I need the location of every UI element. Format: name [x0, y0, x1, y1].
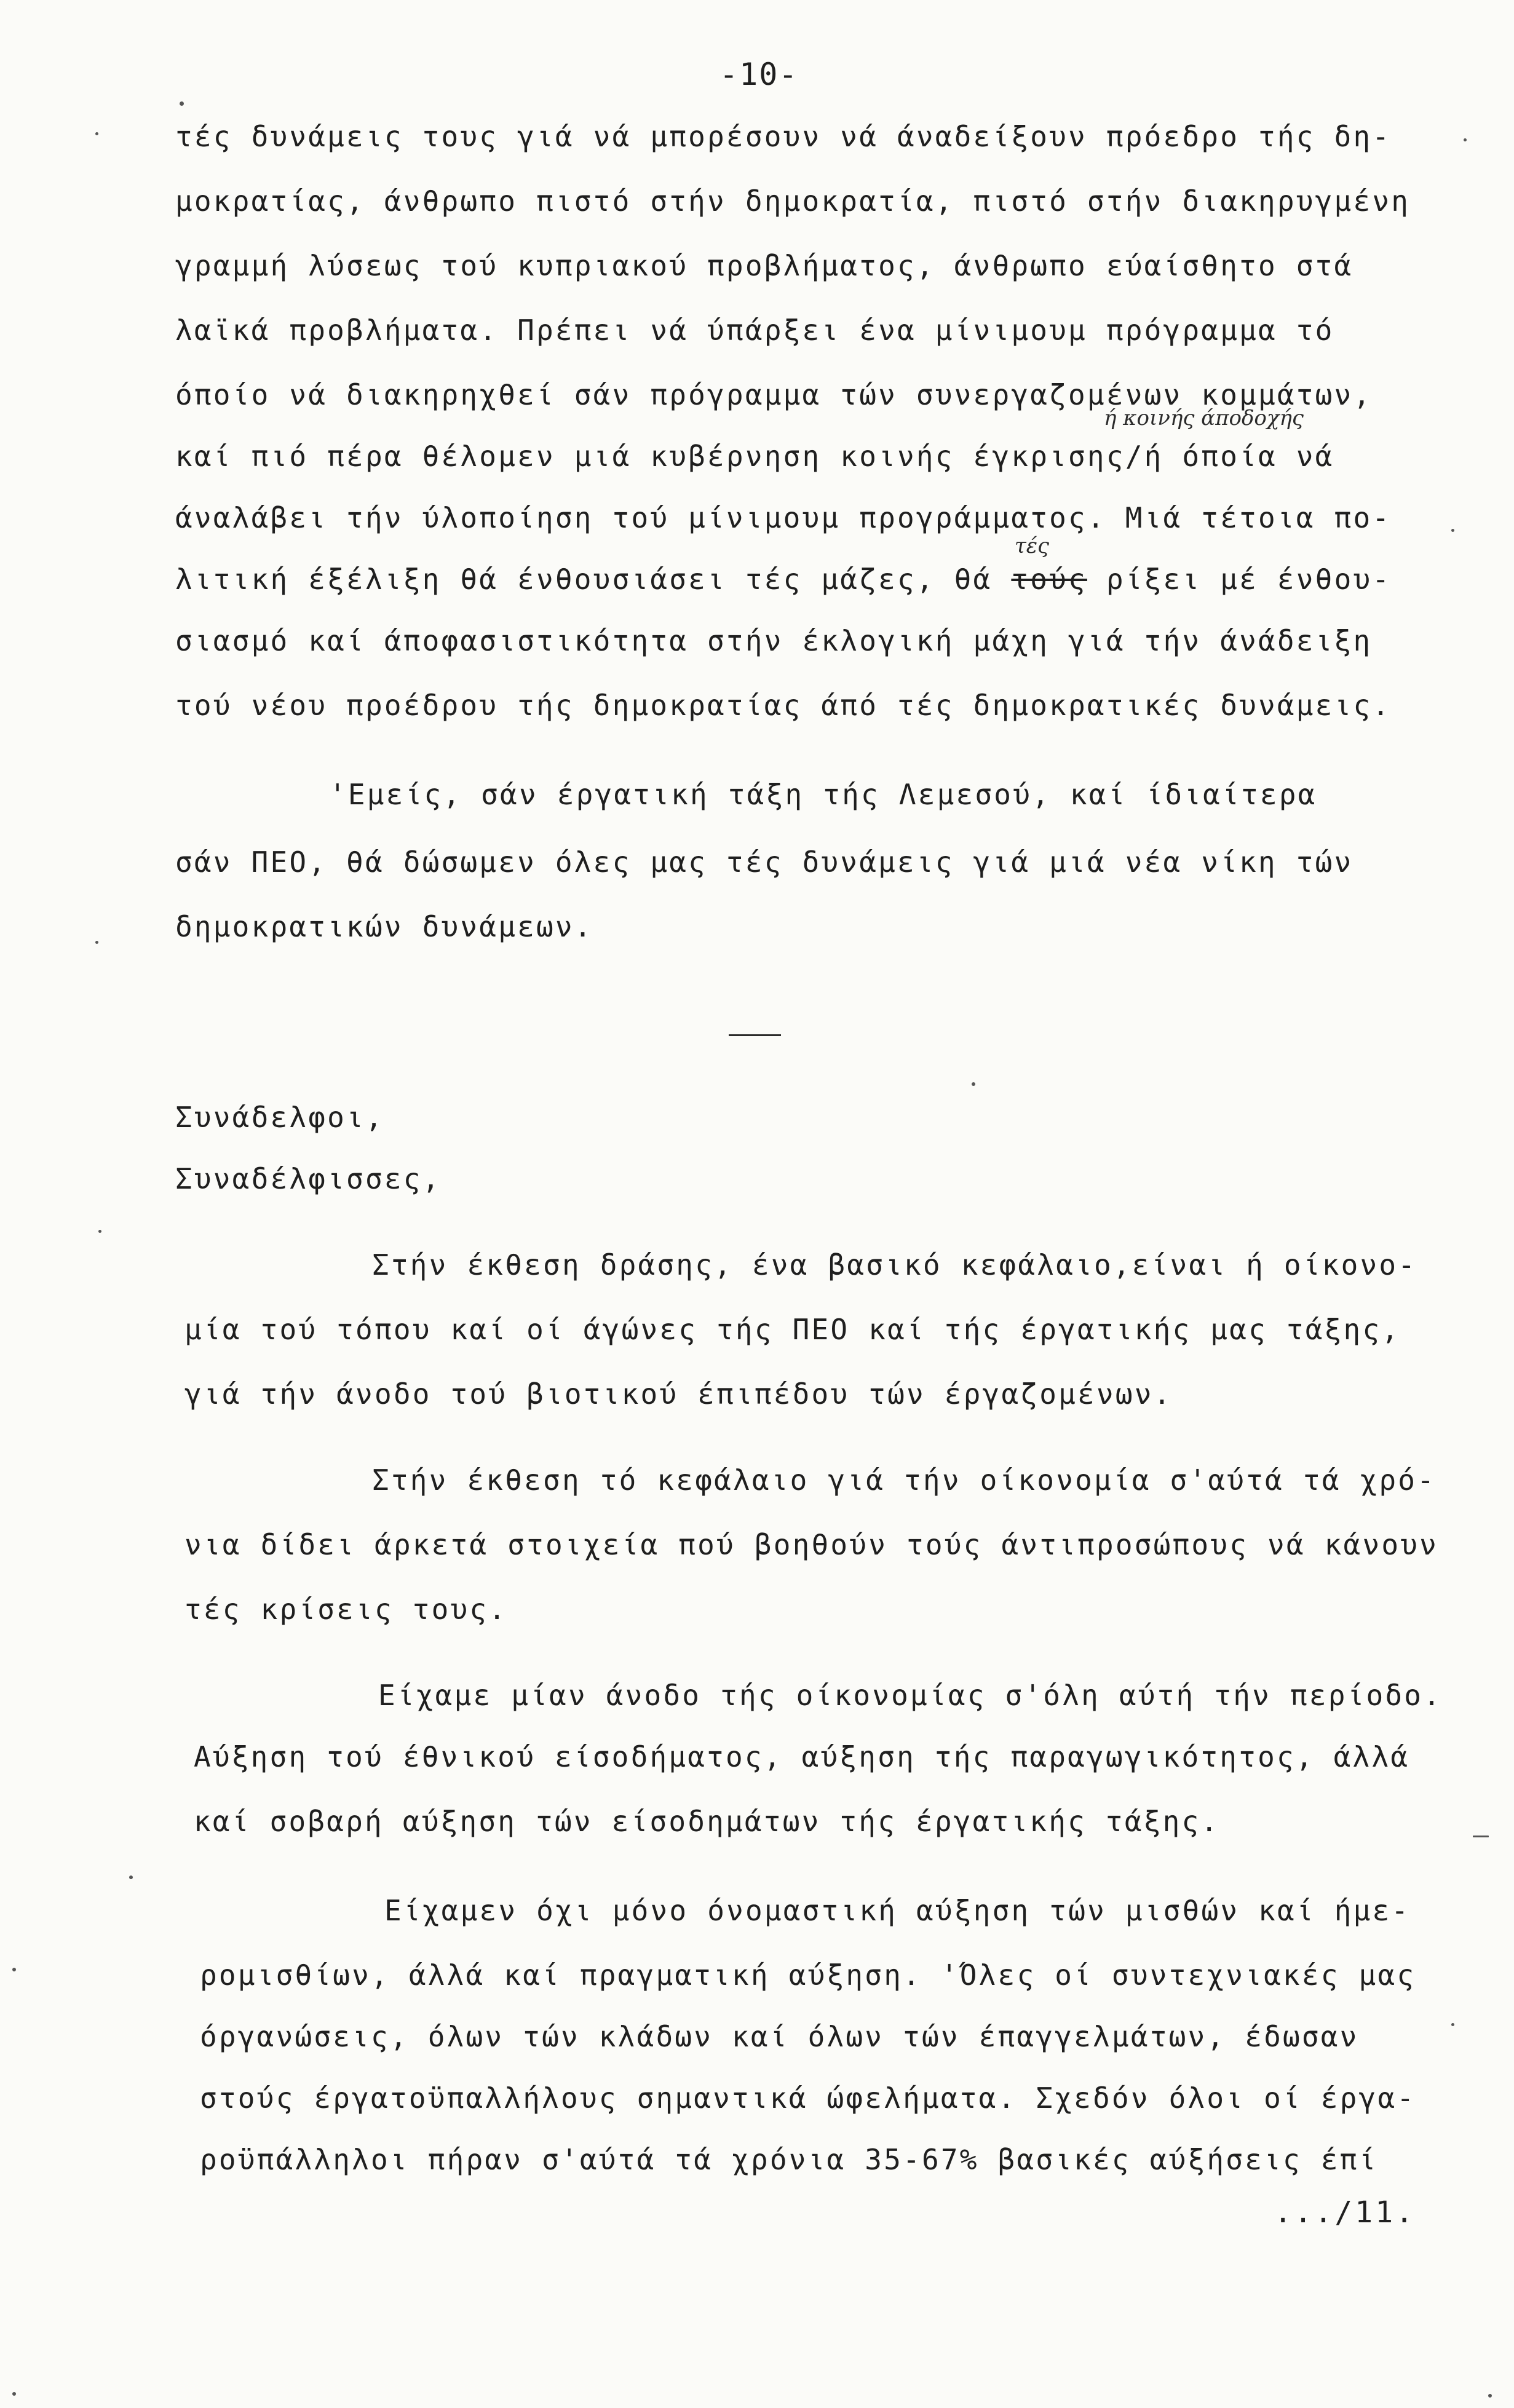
scan-speck — [1451, 2023, 1454, 2026]
paragraph-5-line-1: Είχαμε μίαν άνοδο τής οίκονομίας σ'όλη αύτή τήν περίοδο. — [378, 1679, 1443, 1712]
paragraph-1-line-1: τές δυνάμεις τους γιά νά μπορέσουν νά άναδείξουν πρόεδρο τής δη- — [175, 120, 1392, 153]
paragraph-4-line-3: τές κρίσεις τους. — [184, 1593, 508, 1626]
paragraph-1-line-5: όποίο νά διακηρηχθεί σάν πρόγραμμα τών συνεργαζομένων κομμάτων, — [175, 378, 1373, 411]
scan-speck — [972, 1082, 975, 1086]
handwritten-insert-1: ή κοινής άποδοχής — [1104, 406, 1304, 430]
scan-speck — [1473, 1836, 1489, 1837]
paragraph-6-line-1: Είχαμεν όχι μόνο όνομαστική αύξηση τών μισθών καί ήμε- — [384, 1894, 1411, 1927]
scan-speck — [180, 101, 184, 106]
paragraph-6-line-5: ροϋπάλληλοι πήραν σ'αύτά τά χρόνια 35-67% βασικές αύξήσεις έπί — [200, 2143, 1378, 2176]
paragraph-1-line-3: γραμμή λύσεως τού κυπριακού προβλήματος, άνθρωπο εύαίσθητο στά — [175, 249, 1353, 282]
scan-speck — [12, 2392, 16, 2396]
scan-speck — [1464, 138, 1467, 141]
paragraph-2-line-3: δημοκρατικών δυνάμεων. — [175, 910, 593, 943]
page-number: -10- — [719, 57, 799, 92]
paragraph-6-line-4: στούς έργατοϋπαλλήλους σημαντικά ώφελήματα. Σχεδόν όλοι οί έργα- — [200, 2081, 1416, 2115]
scan-speck — [95, 132, 98, 135]
scan-speck — [12, 1968, 16, 1971]
paragraph-1-line-4: λαϊκά προβλήματα. Πρέπει νά ύπάρξει ένα μίνιμουμ πρόγραμμα τό — [175, 314, 1334, 347]
paragraph-3-line-3: γιά τήν άνοδο τού βιοτικού έπιπέδου τών έργαζομένων. — [184, 1377, 1173, 1411]
continuation-marker: .../11. — [1274, 2195, 1416, 2230]
paragraph-4-line-2: νια δίδει άρκετά στοιχεία πού βοηθούν τούς άντιπροσώπους νά κάνουν — [184, 1528, 1439, 1561]
scan-speck — [98, 1230, 101, 1233]
paragraph-6-line-3: όργανώσεις, όλων τών κλάδων καί όλων τών έπαγγελμάτων, έδωσαν — [200, 2020, 1359, 2053]
paragraph-2-line-2: σάν ΠΕΟ, θά δώσωμεν όλες μας τές δυνάμεις γιά μιά νέα νίκη τών — [175, 846, 1353, 879]
scan-speck — [1451, 529, 1454, 532]
handwritten-insert-2: τές — [1015, 534, 1050, 558]
paragraph-1-line-6: καί πιό πέρα θέλομεν μιά κυβέρνηση κοινής έγκρισης/ή όποία νά — [175, 440, 1334, 473]
paragraph-4-line-1: Στήν έκθεση τό κεφάλαιο γιά τήν οίκονομία σ'αύτά τά χρό- — [372, 1463, 1437, 1497]
paragraph-1-line-8 — [175, 563, 1391, 596]
paragraph-5-line-3: καί σοβαρή αύξηση τών είσοδημάτων τής έργατικής τάξης. — [194, 1805, 1220, 1838]
paragraph-3-line-2: μία τού τόπου καί οί άγώνες τής ΠΕΟ καί τής έργατικής μας τάξης, — [184, 1313, 1401, 1346]
scan-speck — [129, 1875, 133, 1879]
paragraph-2-line-1: 'Εμείς, σάν έργατική τάξη τής Λεμεσού, καί ίδιαίτερα — [329, 778, 1317, 811]
scan-speck — [1488, 2394, 1492, 2398]
paragraph-1-line-9: σιασμό καί άποφασιστικότητα στήν έκλογική μάχη γιά τήν άνάδειξη — [175, 624, 1373, 657]
section-separator — [729, 1034, 781, 1036]
paragraph-1-line-10: τού νέου προέδρου τής δημοκρατίας άπό τές δημοκρατικές δυνάμεις. — [175, 689, 1392, 722]
paragraph-1-line-8-end: ρίξει μέ ένθου- — [1087, 563, 1392, 596]
paragraph-3-line-1: Στήν έκθεση δράσης, ένα βασικό κεφάλαιο,είναι ή οίκονο- — [372, 1248, 1417, 1281]
scan-speck — [95, 941, 98, 944]
paragraph-1-line-2: μοκρατίας, άνθρωπο πιστό στήν δημοκρατία, πιστό στήν διακηρυγμένη — [175, 184, 1411, 218]
struck-word: τούς — [1011, 563, 1087, 596]
salutation-line-1: Συνάδελφοι, — [175, 1101, 384, 1134]
paragraph-6-line-2: ρομισθίων, άλλά καί πραγματική αύξηση. 'Όλες οί συντεχνιακές μας — [200, 1958, 1416, 1992]
paragraph-1-line-7: άναλάβει τήν ύλοποίηση τού μίνιμουμ προγράμματος. Μιά τέτοια πο- — [175, 501, 1392, 534]
salutation-line-2: Συναδέλφισσες, — [175, 1162, 442, 1195]
paragraph-5-line-2: Αύξηση τού έθνικού είσοδήματος, αύξηση τής παραγωγικότητος, άλλά — [194, 1740, 1410, 1773]
paragraph-1-line-8-start: λιτική έξέλιξη θά ένθουσιάσει τές μάζες, θά — [175, 563, 993, 596]
